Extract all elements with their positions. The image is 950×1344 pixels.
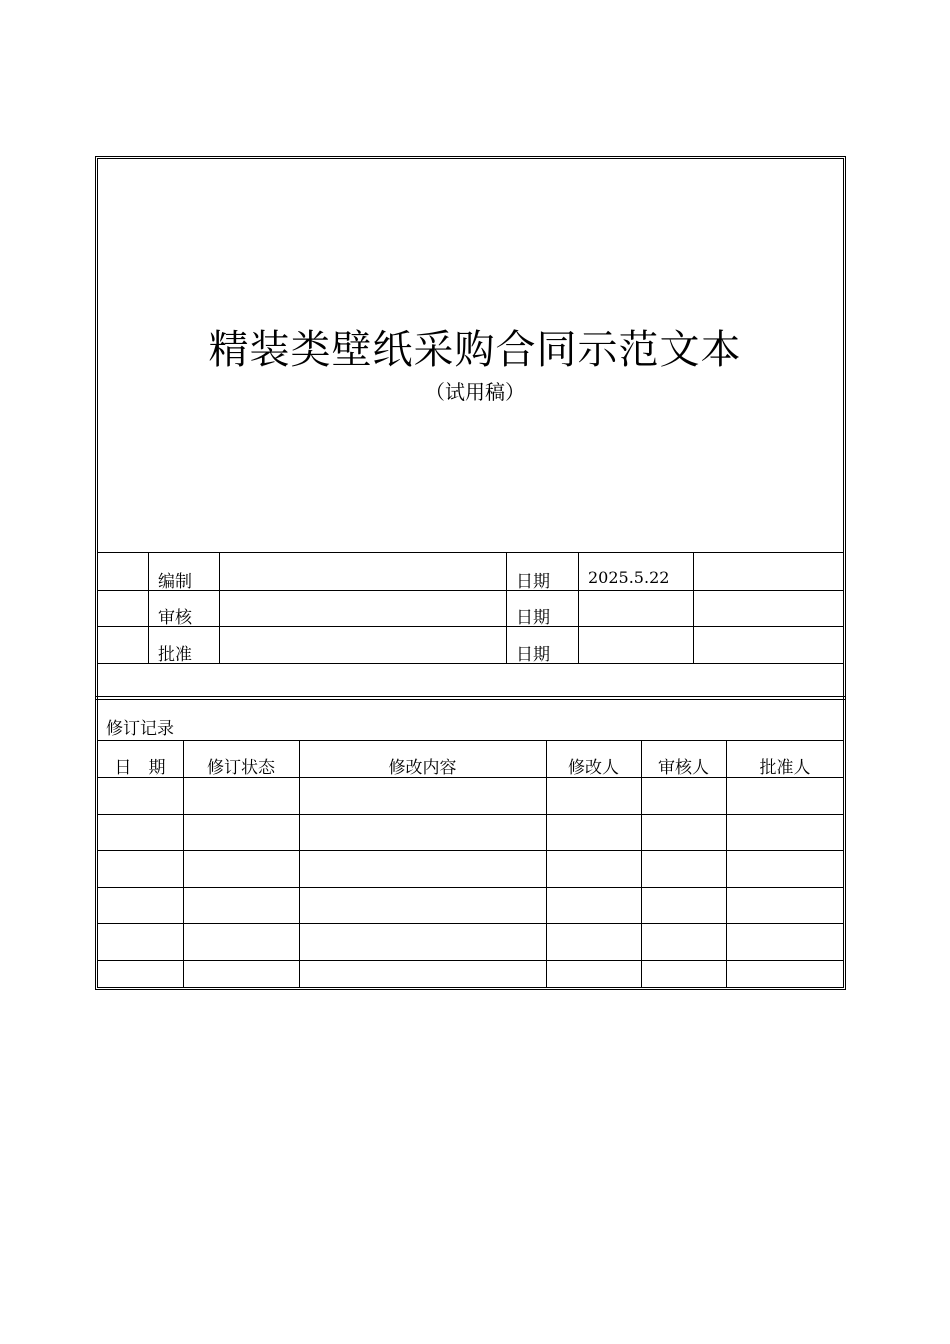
approval-col-divider [148,552,149,663]
revision-col-modifier: 修改人 [568,758,619,778]
approval-role-review: 审核 [158,608,192,628]
revision-col-date: 日 期 [114,758,166,778]
approval-role-approve: 批准 [158,645,192,665]
approval-col-divider [693,552,694,663]
document-title: 精装类壁纸采购合同示范文本 [208,327,742,373]
approval-row-divider [97,590,844,591]
document-subtitle: （试用稿） [425,380,525,404]
approval-date-value: 2025.5.22 [588,568,670,587]
revision-row-divider [97,850,844,851]
approval-top-border [97,552,844,553]
revision-row-divider [97,814,844,815]
revision-row-divider [97,887,844,888]
revision-row-divider [97,923,844,924]
section-separator [95,696,846,697]
revision-col-content: 修改内容 [388,758,457,778]
approval-date-label: 日期 [516,608,550,628]
revision-col-status: 修订状态 [207,758,275,778]
revision-header-top [97,740,844,741]
approval-bottom-border [97,663,844,664]
approval-col-divider [219,552,220,663]
approval-date-label: 日期 [516,645,550,665]
section-separator [95,699,846,700]
revision-col-reviewer: 审核人 [658,758,709,778]
approval-role-compile: 编制 [158,572,192,592]
approval-row-divider [97,626,844,627]
approval-col-divider [578,552,579,663]
revision-col-approver: 批准人 [759,758,811,778]
approval-date-label: 日期 [516,572,550,592]
revision-heading: 修订记录 [106,719,174,739]
document-frame [95,156,846,990]
revision-row-divider [97,960,844,961]
approval-col-divider [506,552,507,663]
